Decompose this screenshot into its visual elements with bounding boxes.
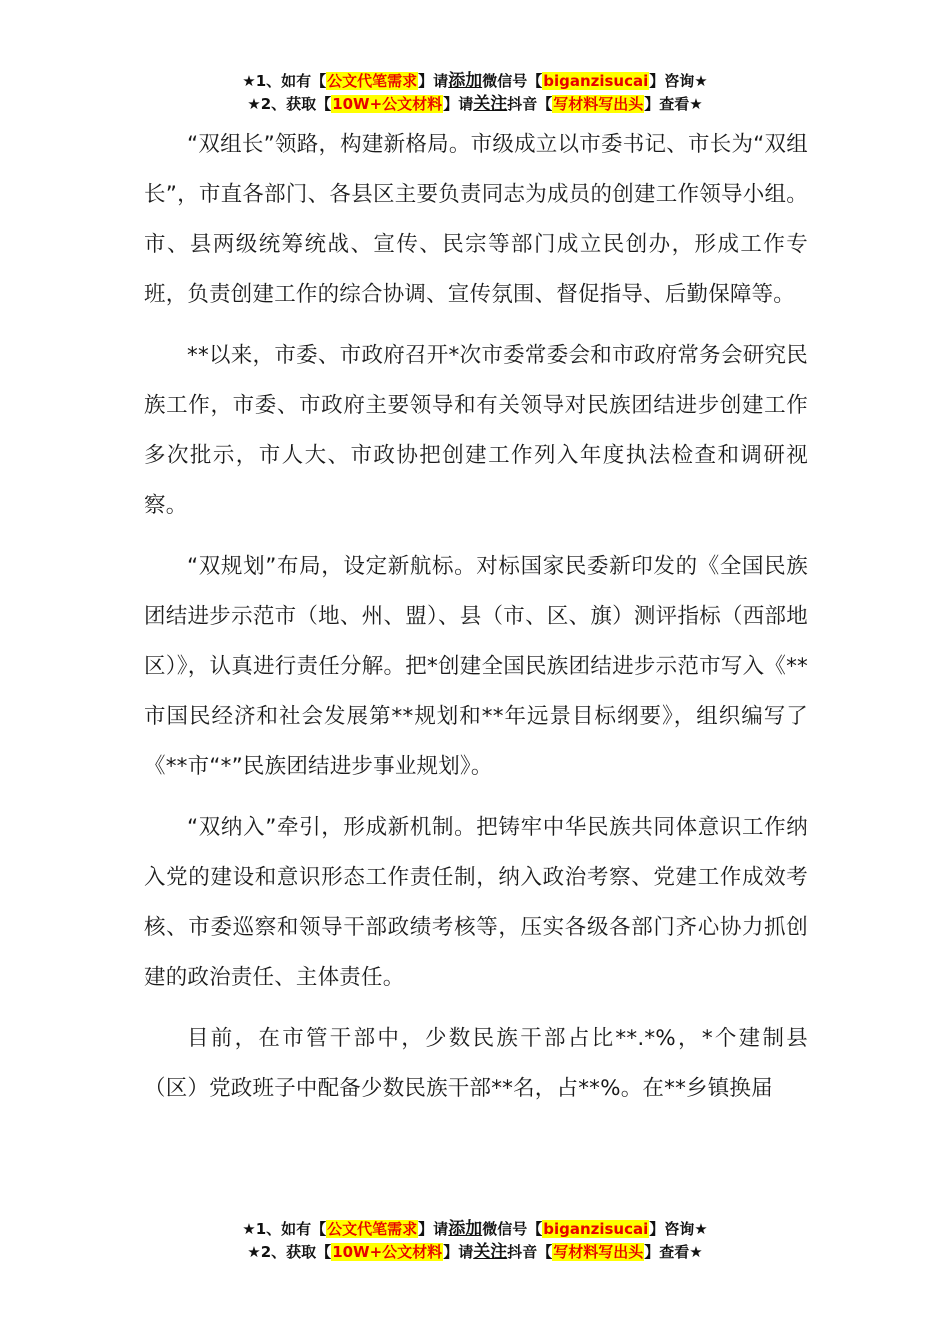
banner-text: 】查看 [644, 95, 690, 113]
paragraph-5: 目前，在市管干部中，少数民族干部占比**.*%，*个建制县（区）党政班子中配备少数民族干部**名，占**%。在**乡镇换届 [144, 1026, 808, 1101]
star-icon: ★ [694, 72, 708, 90]
star-icon: ★ [694, 1220, 708, 1238]
highlight-materials: 10W+公文材料 [332, 95, 443, 113]
star-icon: ★ [689, 1243, 703, 1261]
banner-text: 1、如有【 [255, 1220, 327, 1238]
banner-text: 】请 [418, 1220, 449, 1238]
banner-text: 抖音【 [507, 1243, 553, 1261]
paragraph-1: “双组长”领路，构建新格局。市级成立以市委书记、市长为“双组长”，市直各部门、各县区主要负责同志为成员的创建工作领导小组。市、县两级统筹统战、宣传、民宗等部门成立民创办，形成工作专班，负责创建工作的综合协调、宣传氛围、督促指导、后勤保障等。 [144, 132, 808, 307]
star-icon: ★ [247, 1243, 261, 1261]
star-icon: ★ [242, 1220, 256, 1238]
emphasis-add: 添加 [448, 71, 483, 91]
banner-text: 】请 [443, 95, 474, 113]
banner-line-2 [0, 93, 950, 116]
paragraph-3: “双规划”布局，设定新航标。对标国家民委新印发的《全国民族团结进步示范市（地、州、盟）、县（市、区、旗）测评指标（西部地区）》，认真进行责任分解。把*创建全国民族团结进步示范市写入《**市国民经济和社会发展第**规划和**年远景目标纲要》，组织编写了《**市“*”民族团结进步事业规划》。 [144, 554, 808, 779]
star-icon: ★ [247, 95, 261, 113]
banner-text: 】查看 [644, 1243, 690, 1261]
banner-line-1 [0, 1218, 950, 1241]
banner-text: 1、如有【 [255, 72, 327, 90]
highlight-wechat-id: biganzisucai [543, 72, 649, 90]
highlight-materials: 10W+公文材料 [332, 1243, 443, 1261]
paragraph-2: **以来，市委、市政府召开*次市委常委会和市政府常务会研究民族工作，市委、市政府主要领导和有关领导对民族团结进步创建工作多次批示，市人大、市政协把创建工作列入年度执法检查和调研视察。 [144, 343, 808, 518]
banner-text: 抖音【 [507, 95, 553, 113]
emphasis-follow: 关注 [473, 94, 508, 114]
highlight-service: 公文代笔需求 [327, 1220, 418, 1238]
banner-text: 微信号【 [482, 1220, 543, 1238]
document-body [144, 120, 808, 1125]
star-icon: ★ [242, 72, 256, 90]
banner-text: 】请 [418, 72, 449, 90]
header-banner [0, 70, 950, 116]
banner-text: 】咨询 [649, 72, 695, 90]
banner-line-2 [0, 1241, 950, 1264]
highlight-douyin-account: 写材料写出头 [553, 95, 644, 113]
banner-text: 2、获取【 [260, 95, 332, 113]
emphasis-follow: 关注 [473, 1242, 508, 1262]
banner-text: 微信号【 [482, 72, 543, 90]
highlight-wechat-id: biganzisucai [543, 1220, 649, 1238]
star-icon: ★ [689, 95, 703, 113]
footer-banner [0, 1218, 950, 1264]
banner-line-1 [0, 70, 950, 93]
banner-text: 】咨询 [649, 1220, 695, 1238]
highlight-douyin-account: 写材料写出头 [553, 1243, 644, 1261]
banner-text: 2、获取【 [260, 1243, 332, 1261]
emphasis-add: 添加 [448, 1219, 483, 1239]
banner-text: 】请 [443, 1243, 474, 1261]
highlight-service: 公文代笔需求 [327, 72, 418, 90]
paragraph-4: “双纳入”牵引，形成新机制。把铸牢中华民族共同体意识工作纳入党的建设和意识形态工作责任制，纳入政治考察、党建工作成效考核、市委巡察和领导干部政绩考核等，压实各级各部门齐心协力抓创建的政治责任、主体责任。 [144, 815, 808, 990]
